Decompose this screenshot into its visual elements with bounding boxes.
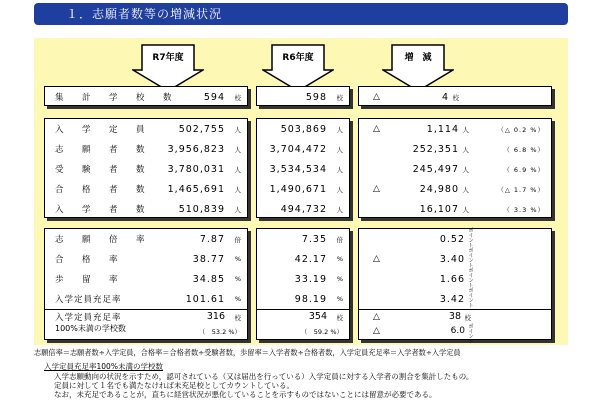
header-diff-label: 増 減 — [404, 53, 432, 63]
diff-value: 1,114 — [426, 123, 459, 135]
decrease-mark: △ — [373, 124, 380, 134]
schools-r6-value: 598 — [305, 91, 327, 103]
schools-r6-box — [256, 86, 350, 106]
unit-person: 人 — [462, 145, 469, 154]
row-label: 歩 留 率 — [55, 275, 123, 285]
unit-point-bottom: ント — [468, 278, 474, 289]
header-r6-label: R6年度 — [282, 53, 314, 63]
unit-person: 人 — [234, 205, 241, 214]
r6-value: 42.17 — [294, 253, 327, 265]
table-row — [359, 249, 551, 269]
r7-value: 502,755 — [178, 123, 225, 135]
table-row — [45, 119, 247, 139]
decrease-mark: △ — [373, 326, 380, 336]
table-row — [257, 159, 349, 179]
people-r7-box — [44, 118, 248, 218]
header-diff — [382, 44, 454, 92]
unit-ratio: 倍 — [336, 235, 343, 244]
schools-diff-value: 4 — [441, 91, 449, 103]
r7-value: 3,780,031 — [167, 163, 225, 175]
r7-value: 101.61 — [185, 293, 225, 305]
unit-ratio: 倍 — [234, 235, 241, 244]
row-divider — [359, 309, 551, 310]
r6-value: 3,704,472 — [269, 143, 327, 155]
table-row — [257, 179, 349, 199]
note-line-1: 入学志願動向の状況を示すため，認可されている（又は届出を行っている）入学定員に対する入学者の割合を集計したもの。 — [54, 372, 474, 381]
unit-point-top: ポイ — [468, 288, 474, 299]
table-row — [45, 249, 247, 269]
unit-point-top: ポイ — [468, 268, 474, 279]
notes-title: 入学定員充足率100%未満の学校数 — [44, 362, 163, 371]
unit-person: 人 — [336, 165, 343, 174]
under-r6-pct: （ 59.2 %） — [300, 328, 343, 336]
decrease-mark: △ — [373, 312, 380, 322]
formula-text: 志願倍率＝志願者数÷入学定員，合格率＝合格者数÷受験者数，歩留率＝入学者数÷合格者数，入学定員充足率＝入学者数÷入学定員 — [34, 348, 461, 357]
table-row — [45, 139, 247, 159]
diff-value: 0.52 — [439, 233, 465, 245]
under-diff-value: 38 — [448, 311, 461, 322]
unit-person: 人 — [462, 125, 469, 134]
r6-value: 33.19 — [294, 273, 327, 285]
r7-value: 1,465,691 — [167, 183, 225, 195]
schools-diff-box — [358, 86, 552, 106]
table-row — [257, 139, 349, 159]
r6-value: 3,534,534 — [269, 163, 327, 175]
table-row — [45, 269, 247, 289]
header-r7 — [132, 44, 204, 92]
people-diff-box — [358, 118, 552, 218]
unit-school: 校 — [234, 93, 241, 102]
diff-percent: （ 6.8 %） — [503, 145, 545, 154]
r7-value: 510,839 — [178, 203, 225, 215]
table-row — [45, 159, 247, 179]
summary-panel — [34, 38, 568, 345]
unit-ratio: % — [336, 255, 343, 263]
diff-percent: （ 6.9 %） — [503, 165, 545, 174]
unit-person: 人 — [234, 125, 241, 134]
diff-value: 24,980 — [419, 183, 459, 195]
ratios-r7-box — [44, 228, 248, 340]
decrease-mark: △ — [373, 184, 380, 194]
table-row — [257, 229, 349, 249]
diff-percent: （△ 1.7 %） — [497, 185, 545, 194]
table-row — [359, 159, 551, 179]
unit-person: 人 — [336, 145, 343, 154]
table-row — [257, 269, 349, 289]
row-label: 合 格 者 数 — [55, 185, 150, 195]
table-row — [359, 229, 551, 249]
r6-value: 1,490,671 — [269, 183, 327, 195]
diff-percent: （△ 0.2 %） — [497, 125, 545, 134]
under-diff-pct: 6.0 — [450, 326, 465, 336]
diff-value: 252,351 — [412, 143, 459, 155]
diff-value: 16,107 — [419, 203, 459, 215]
unit-person: 人 — [234, 185, 241, 194]
schools-r7-value: 594 — [203, 91, 225, 103]
under-label-1: 入学定員充足率 — [55, 313, 122, 323]
row-divider — [45, 309, 247, 310]
header-r6 — [262, 44, 334, 92]
unit-point — [467, 229, 475, 249]
decrease-mark: △ — [373, 92, 380, 102]
r6-value: 98.19 — [294, 293, 327, 305]
unit-person: 人 — [462, 165, 469, 174]
table-row — [359, 289, 551, 309]
diff-value: 3.42 — [439, 293, 465, 305]
under-r7-value: 316 — [206, 311, 225, 322]
table-row — [359, 269, 551, 289]
diff-value: 1.66 — [439, 273, 465, 285]
row-label: 入 学 者 数 — [55, 205, 150, 215]
unit-person: 人 — [336, 205, 343, 214]
r7-value: 3,956,823 — [167, 143, 225, 155]
ratios-r6-box — [256, 228, 350, 340]
unit-point-top: ポイ — [468, 248, 474, 259]
unit-point — [467, 249, 475, 269]
unit-ratio: % — [336, 275, 343, 283]
table-row — [45, 199, 247, 219]
unit-point — [467, 289, 475, 309]
unit-person: 人 — [336, 185, 343, 194]
unit-ratio: % — [234, 295, 241, 303]
unit-person: 人 — [234, 145, 241, 154]
people-r6-box — [256, 118, 350, 218]
table-row — [257, 119, 349, 139]
table-row — [359, 119, 551, 139]
table-row — [359, 199, 551, 219]
table-row — [45, 179, 247, 199]
unit-point-top: ポイ — [468, 228, 474, 239]
unit-ratio: % — [336, 295, 343, 303]
table-row — [45, 289, 247, 309]
unit-point-top: ポイ — [468, 324, 474, 335]
schools-r7-box — [44, 86, 248, 106]
unit-school: 校 — [452, 93, 459, 102]
schools-label: 集 計 学 校 数 — [55, 93, 177, 103]
r7-value: 38.77 — [192, 253, 225, 265]
unit-school: 校 — [336, 314, 343, 322]
unit-ratio: % — [234, 275, 241, 283]
row-label: 志 願 倍 率 — [55, 235, 150, 245]
row-label: 志 願 者 数 — [55, 145, 150, 155]
unit-person: 人 — [462, 185, 469, 194]
row-label: 入学定員充足率 — [55, 295, 122, 305]
table-row — [359, 179, 551, 199]
table-row — [359, 139, 551, 159]
unit-school: 校 — [234, 314, 241, 322]
diff-value: 245,497 — [412, 163, 459, 175]
note-line-2: 定員に対して１名でも満たなければ未充足校としてカウントしている。 — [54, 381, 294, 390]
unit-point — [467, 269, 475, 289]
r6-value: 494,732 — [280, 203, 327, 215]
r7-value: 7.87 — [199, 233, 225, 245]
table-row — [257, 249, 349, 269]
unit-point-bottom: ント — [468, 238, 474, 249]
header-r7-label: R7年度 — [152, 53, 184, 63]
diff-percent: （ 3.3 %） — [503, 205, 545, 214]
unit-point — [467, 325, 475, 345]
unit-school: 校 — [336, 93, 343, 102]
r6-value: 7.35 — [301, 233, 327, 245]
row-label: 受 験 者 数 — [55, 165, 150, 175]
unit-point-bottom: ント — [468, 334, 474, 345]
unit-ratio: % — [234, 255, 241, 263]
decrease-mark: △ — [373, 254, 380, 264]
table-row — [257, 289, 349, 309]
row-label: 合 格 率 — [55, 255, 123, 265]
ratios-diff-box — [358, 228, 552, 345]
table-row — [257, 199, 349, 219]
under-r6-value: 354 — [308, 311, 327, 322]
diff-value: 3.40 — [439, 253, 465, 265]
under-r7-pct: （ 53.2 %） — [198, 328, 241, 336]
section-title: １．志願者数等の増減状況 — [34, 3, 568, 25]
under-label-2: 100%未満の学校数 — [55, 324, 126, 333]
r7-value: 34.85 — [192, 273, 225, 285]
unit-person: 人 — [462, 205, 469, 214]
note-line-3: なお，未充足であることが，直ちに経営状況が悪化していることを示すものではないことには留意が必要である。 — [54, 390, 437, 399]
table-row — [45, 229, 247, 249]
unit-person: 人 — [234, 165, 241, 174]
r6-value: 503,869 — [280, 123, 327, 135]
unit-point-bottom: ント — [468, 258, 474, 269]
row-label: 入 学 定 員 — [55, 125, 150, 135]
unit-point-bottom: ント — [468, 298, 474, 309]
unit-person: 人 — [336, 125, 343, 134]
unit-school: 校 — [464, 314, 471, 322]
row-divider — [257, 309, 349, 310]
